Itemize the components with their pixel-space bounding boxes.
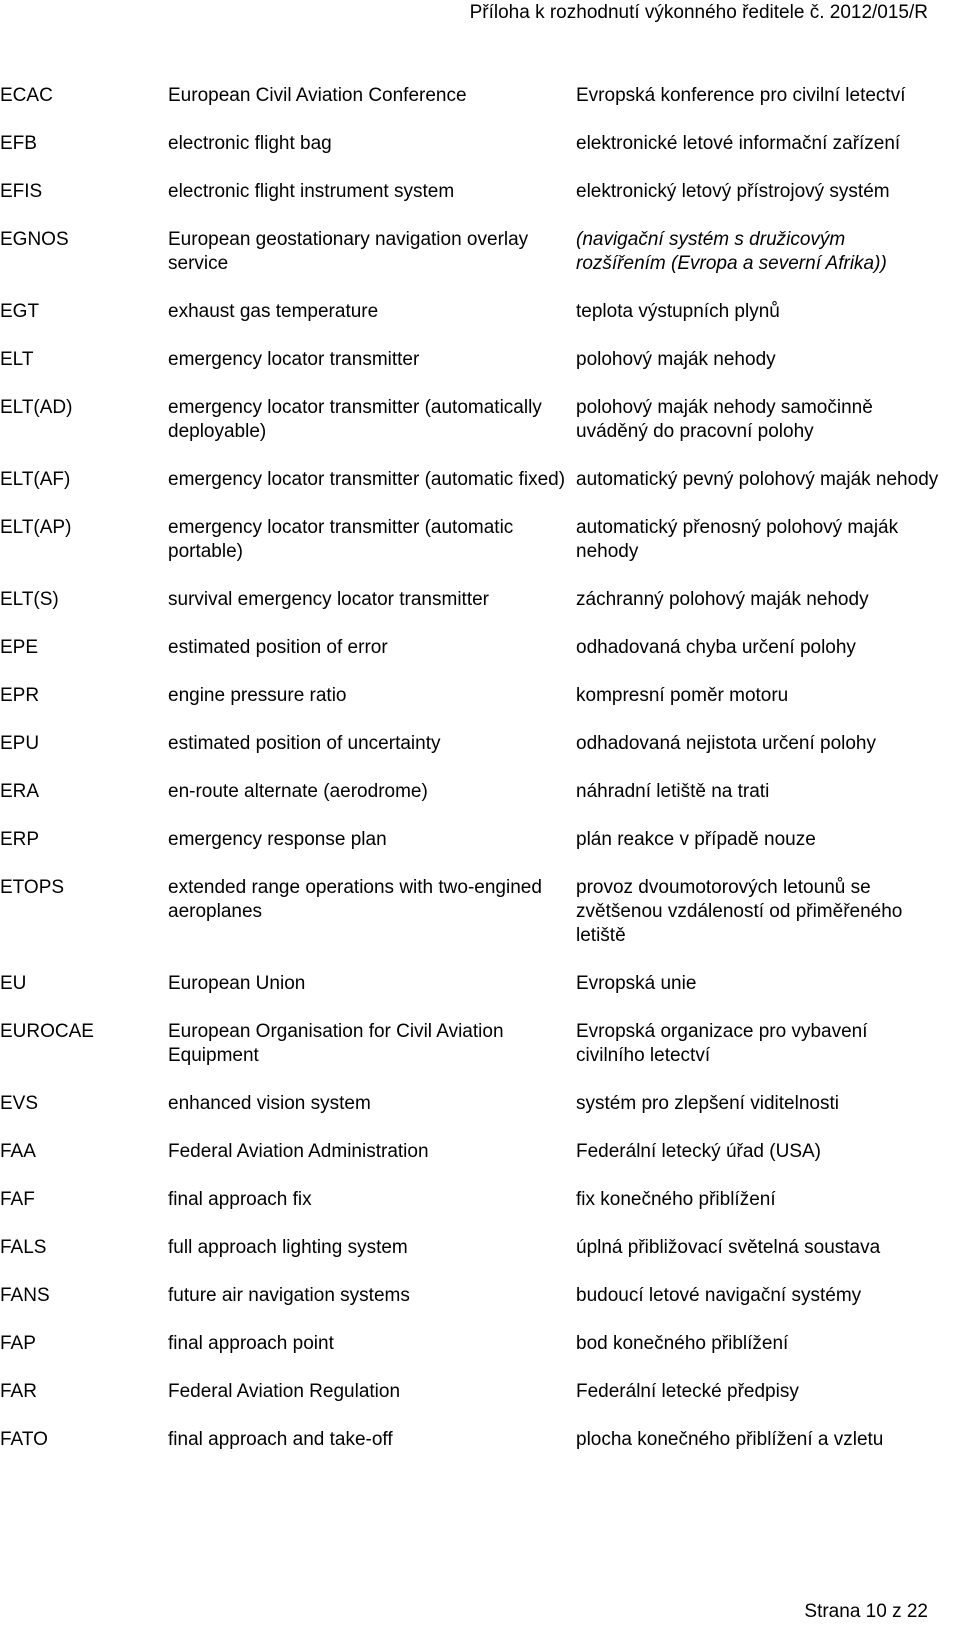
czech-term: záchranný polohový maják nehody [576,589,869,610]
abbreviation: ECAC [0,85,53,106]
english-term: emergency locator transmitter (automatic fixed) [168,469,566,490]
english-term: electronic flight bag [168,133,332,154]
czech-term: Federální letecké předpisy [576,1381,799,1402]
english-term: future air navigation systems [168,1285,410,1306]
glossary-row [0,1428,940,1452]
abbreviation: ELT(S) [0,589,59,610]
abbreviation: ELT(AP) [0,517,72,538]
czech-term: polohový maják nehody [576,349,776,370]
abbreviation: ETOPS [0,877,65,898]
abbreviation: ELT(AD) [0,397,73,418]
english-term: emergency locator transmitter (automatically deployable) [168,397,542,442]
czech-term: plán reakce v případě nouze [576,829,816,850]
abbreviation: ERP [0,829,40,850]
abbreviation: ERA [0,781,40,802]
abbreviation: FATO [0,1429,48,1450]
english-term: estimated position of uncertainty [168,733,441,754]
czech-term: Federální letecký úřad (USA) [576,1141,821,1162]
page-number: Strana 10 z 22 [804,1601,928,1622]
glossary-row [0,1092,940,1116]
glossary-row [0,1284,940,1308]
czech-term: automatický přenosný polohový maják nehody [576,517,899,562]
glossary-table [0,84,940,1476]
english-term: emergency locator transmitter [168,349,420,370]
czech-term: budoucí letové navigační systémy [576,1285,862,1306]
abbreviation: EGT [0,301,40,322]
czech-term: automatický pevný polohový maják nehody [576,469,939,490]
glossary-row [0,972,940,996]
english-term: European Organisation for Civil Aviation Equipment [168,1021,504,1066]
english-term: European geostationary navigation overlay service [168,229,529,274]
glossary-row [0,516,940,564]
glossary-row [0,684,940,708]
czech-term: polohový maják nehody samočinně uváděný do pracovní polohy [576,397,873,442]
czech-term: (navigační systém s družicovým rozšířením (Evropa a severní Afrika)) [576,229,887,274]
english-term: final approach fix [168,1189,312,1210]
english-term: engine pressure ratio [168,685,347,706]
english-term: enhanced vision system [168,1093,371,1114]
english-term: emergency response plan [168,829,387,850]
abbreviation: FANS [0,1285,50,1306]
glossary-row [0,84,940,108]
english-term: survival emergency locator transmitter [168,589,489,610]
czech-term: Evropská unie [576,973,697,994]
glossary-row [0,732,940,756]
glossary-row [0,228,940,276]
glossary-row [0,396,940,444]
abbreviation: EGNOS [0,229,69,250]
glossary-row [0,876,940,948]
glossary-row [0,1332,940,1356]
english-term: final approach point [168,1333,334,1354]
abbreviation: EFB [0,133,37,154]
czech-term: provoz dvoumotorových letounů se zvětšenou vzdáleností od přiměřeného letiště [576,877,903,946]
glossary-row [0,1188,940,1212]
czech-term: Evropská konference pro civilní letectví [576,85,906,106]
czech-term: elektronický letový přístrojový systém [576,181,890,202]
czech-term: elektronické letové informační zařízení [576,133,901,154]
abbreviation: ELT [0,349,34,370]
czech-term: plocha konečného přiblížení a vzletu [576,1429,884,1450]
english-term: electronic flight instrument system [168,181,455,202]
abbreviation: FALS [0,1237,47,1258]
abbreviation: EPU [0,733,40,754]
czech-term: odhadovaná chyba určení polohy [576,637,856,658]
abbreviation: FAF [0,1189,35,1210]
abbreviation: FAR [0,1381,37,1402]
glossary-row [0,1380,940,1404]
czech-term: odhadovaná nejistota určení polohy [576,733,877,754]
english-term: en-route alternate (aerodrome) [168,781,428,802]
english-term: emergency locator transmitter (automatic portable) [168,517,514,562]
page-header: Příloha k rozhodnutí výkonného ředitele č. 2012/015/R [469,2,928,23]
czech-term: teplota výstupních plynů [576,301,780,322]
english-term: final approach and take-off [168,1429,393,1450]
czech-term: fix konečného přiblížení [576,1189,776,1210]
english-term: European Union [168,973,306,994]
czech-term: Evropská organizace pro vybavení civilního letectví [576,1021,868,1066]
abbreviation: EVS [0,1093,39,1114]
glossary-row [0,828,940,852]
glossary-row [0,1020,940,1068]
abbreviation: EPR [0,685,40,706]
czech-term: kompresní poměr motoru [576,685,789,706]
glossary-row [0,300,940,324]
english-term: European Civil Aviation Conference [168,85,467,106]
english-term: estimated position of error [168,637,388,658]
abbreviation: EUROCAE [0,1021,94,1042]
abbreviation: EU [0,973,27,994]
czech-term: bod konečného přiblížení [576,1333,789,1354]
glossary-row [0,636,940,660]
abbreviation: ELT(AF) [0,469,71,490]
glossary-row [0,348,940,372]
glossary-row [0,1236,940,1260]
english-term: Federal Aviation Administration [168,1141,429,1162]
english-term: extended range operations with two-engined aeroplanes [168,877,542,922]
glossary-row [0,468,940,492]
abbreviation: FAP [0,1333,36,1354]
english-term: full approach lighting system [168,1237,408,1258]
english-term: exhaust gas temperature [168,301,379,322]
glossary-row [0,780,940,804]
glossary-row [0,1140,940,1164]
czech-term: systém pro zlepšení viditelnosti [576,1093,839,1114]
glossary-row [0,132,940,156]
glossary-row [0,588,940,612]
czech-term: úplná přibližovací světelná soustava [576,1237,881,1258]
glossary-row [0,180,940,204]
czech-term: náhradní letiště na trati [576,781,770,802]
abbreviation: FAA [0,1141,36,1162]
abbreviation: EFIS [0,181,43,202]
abbreviation: EPE [0,637,39,658]
english-term: Federal Aviation Regulation [168,1381,401,1402]
